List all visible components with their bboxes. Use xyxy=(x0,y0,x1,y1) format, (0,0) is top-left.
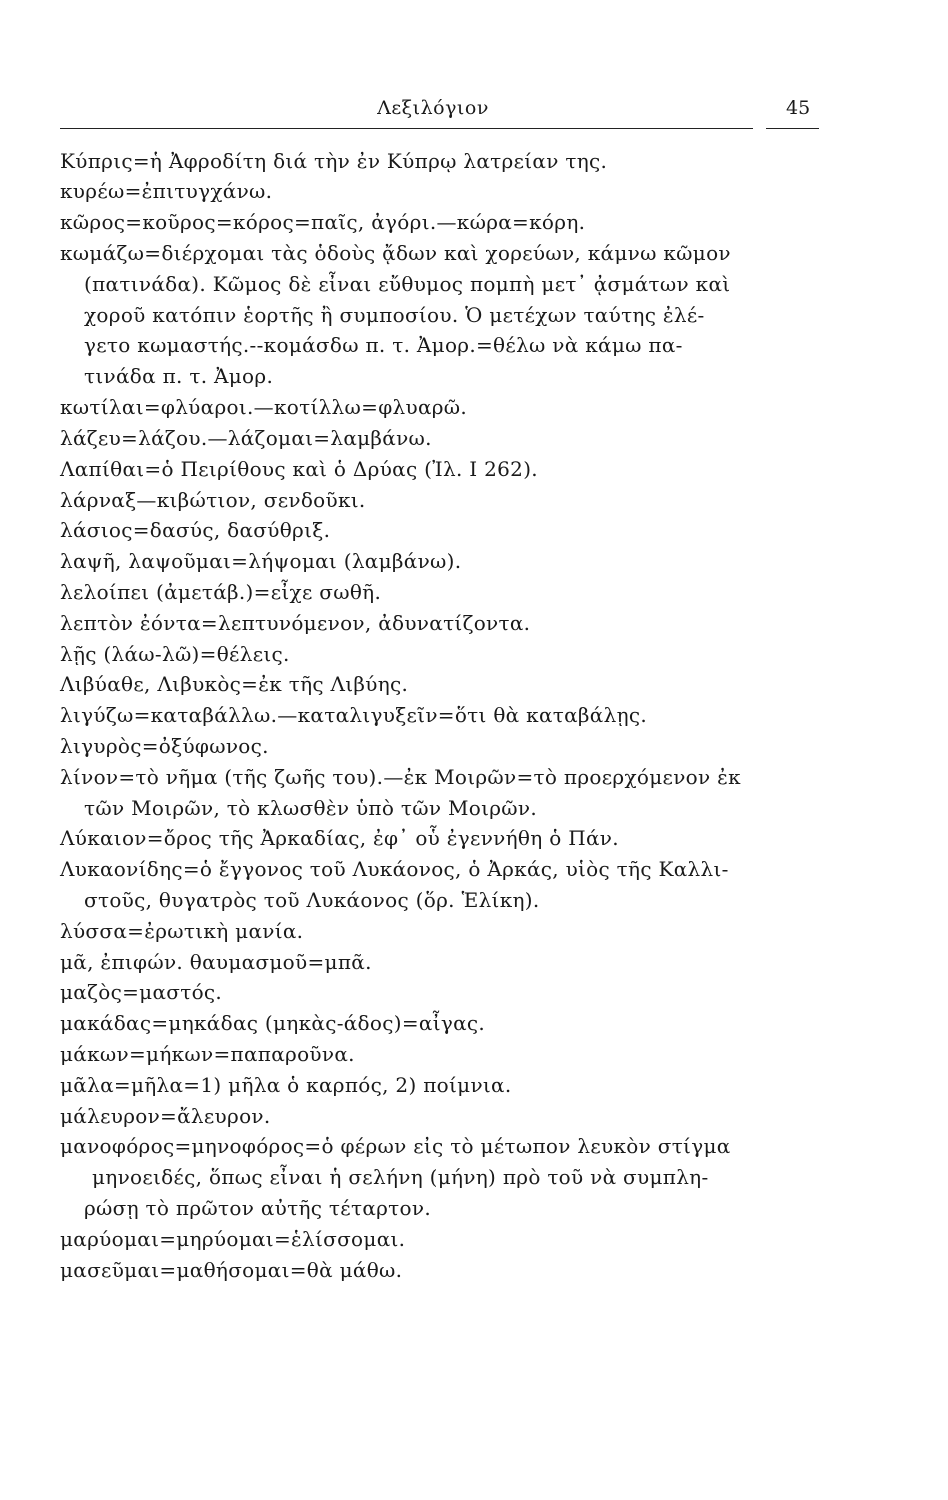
entry-line: κωτίλαι=φλύαροι.—κοτίλλω=φλυαρῶ. xyxy=(60,395,468,419)
entry-line: λάσιος=δασύς, δασύθριξ. xyxy=(60,518,331,542)
entry-line-continuation: τῶν Μοιρῶν, τὸ κλωσθὲν ὑπὸ τῶν Μοιρῶν. xyxy=(84,796,538,820)
entry-line-continuation: γετο κωμαστής.--κομάσδω π. τ. Ἀμορ.=θέλω νὰ κάμω πα- xyxy=(84,333,683,357)
entry-line: λάζευ=λάζου.—λάζομαι=λαμβάνω. xyxy=(60,426,432,450)
entry-line: Λιβύαθε, Λιβυκὸς=ἐκ τῆς Λιβύης. xyxy=(60,672,409,696)
entry-line: Λαπίθαι=ὁ Πειρίθους καὶ ὁ Δρύας (Ἰλ. Ι 262). xyxy=(60,457,538,481)
entry-line: λάρναξ—κιβώτιον, σενδοῦκι. xyxy=(60,488,366,512)
entry-line: μᾶλα=μῆλα=1) μῆλα ὁ καρπός, 2) ποίμνια. xyxy=(60,1073,512,1097)
entry-line: μανοφόρος=μηνοφόρος=ὁ φέρων εἰς τὸ μέτωπον λευκὸν στίγμα xyxy=(60,1134,731,1158)
entry-line: κωμάζω=διέρχομαι τὰς ὁδοὺς ᾄδων καὶ χορεύων, κάμνω κῶμον xyxy=(60,241,731,265)
entry-line: κῶρος=κοῦρος=κόρος=παῖς, ἀγόρι.—κώρα=κόρη. xyxy=(60,210,586,234)
entry-line: Κύπρις=ἡ Ἀφροδίτη διά τὴν ἐν Κύπρῳ λατρείαν της. xyxy=(60,149,608,173)
entry-line: λελοίπει (ἀμετάβ.)=εἶχε σωθῆ. xyxy=(60,580,382,604)
entry-line: μακάδας=μηκάδας (μηκὰς-άδος)=αἶγας. xyxy=(60,1011,486,1035)
entry-line: μαρύομαι=μηρύομαι=ἑλίσσομαι. xyxy=(60,1227,406,1251)
entry-line: μασεῦμαι=μαθήσομαι=θὰ μάθω. xyxy=(60,1258,403,1282)
entry-line: λαψῆ, λαψοῦμαι=λήψομαι (λαμβάνω). xyxy=(60,549,462,573)
entry-line: κυρέω=ἐπιτυγχάνω. xyxy=(60,179,273,203)
entry-line: μαζὸς=μαστός. xyxy=(60,980,223,1004)
entry-line: μᾶ, ἐπιφών. θαυμασμοῦ=μπᾶ. xyxy=(60,950,372,974)
entry-line: λύσσα=ἐρωτικὴ μανία. xyxy=(60,919,304,943)
entry-line-continuation: τινάδα π. τ. Ἀμορ. xyxy=(84,364,274,388)
page-title: Λεξιλόγιον xyxy=(377,97,489,119)
entry-line: λιγύζω=καταβάλλω.—καταλιγυξεῖν=ὅτι θὰ καταβάλῃς. xyxy=(60,703,648,727)
entry-line: λεπτὸν ἐόντα=λεπτυνόμενον, ἀδυνατίζοντα. xyxy=(60,611,531,635)
entry-line: μάκων=μήκων=παπαροῦνα. xyxy=(60,1042,355,1066)
entry-line: Λύκαιον=ὄρος τῆς Ἀρκαδίας, ἐφ᾽ οὗ ἐγεννήθη ὁ Πάν. xyxy=(60,826,619,850)
entry-line: Λυκαονίδης=ὁ ἔγγονος τοῦ Λυκάονος, ὁ Ἀρκάς, υἱὸς τῆς Καλλι- xyxy=(60,857,729,881)
entry-line: λίνον=τὸ νῆμα (τῆς ζωῆς του).—ἐκ Μοιρῶν=τὸ προερχόμενον ἐκ xyxy=(60,765,741,789)
entry-line-continuation: χοροῦ κατόπιν ἑορτῆς ἢ συμποσίου. Ὁ μετέχων ταύτης ἐλέ- xyxy=(84,303,705,327)
entry-line-continuation: μηνοειδές, ὅπως εἶναι ἡ σελήνη (μήνη) πρὸ τοῦ νὰ συμπλη- xyxy=(92,1165,709,1189)
entry-line-continuation: στοῦς, θυγατρὸς τοῦ Λυκάονος (ὅρ. Ἑλίκη). xyxy=(84,888,540,912)
entry-line: λιγυρὸς=ὀξύφωνος. xyxy=(60,734,269,758)
entry-line: μάλευρον=ἄλευρον. xyxy=(60,1104,271,1128)
entry-line-continuation: ρώσῃ τὸ πρῶτον αὐτῆς τέταρτον. xyxy=(84,1196,431,1220)
entry-line: λῇς (λάω-λῶ)=θέλεις. xyxy=(60,642,290,666)
entry-line-continuation: (πατινάδα). Κῶμος δὲ εἶναι εὔθυμος πομπὴ μετ᾽ ᾀσμάτων καὶ xyxy=(84,272,731,296)
page-number: 45 xyxy=(786,97,811,119)
